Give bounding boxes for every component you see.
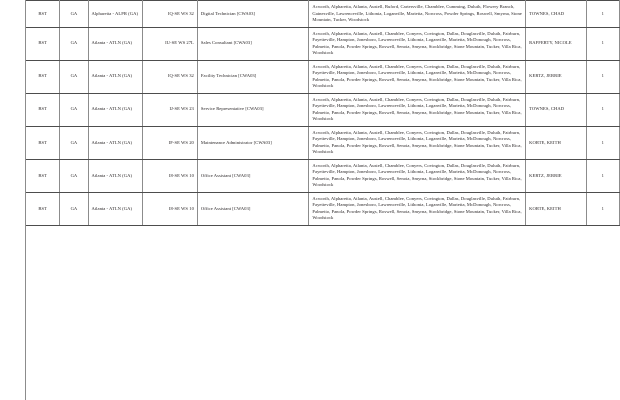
cell-cities-served: Acworth, Alpharetta, Atlanta, Austell, Buford, Cartersville, Chamblee, Cumming, Duluth, Flowery Branch, Gainesville, Lawrenceville, Lithonia, Loganville, Marietta, Norcross, Powder Springs, Roswell, Smyrna, Stone Mountain, Tucker, Woodstock xyxy=(309,1,526,28)
cell-representative: TOWNES, CHAD xyxy=(526,93,586,126)
cell-count: 1 xyxy=(586,159,619,192)
requisition-table-body xyxy=(26,1,620,226)
cell-cities-served: Acworth, Alpharetta, Atlanta, Austell, Chamblee, Conyers, Covington, Dallas, Douglasville, Duluth, Fairburn, Fayetteville, Hampton, Jonesboro, Lawrenceville, Lithonia, Loganville, Marietta, McDonough, Norcross, Palmetto, Panola, Powder Springs, Roswell, Senoia, Smyrna, Stockbridge, Stone Mountain, Tucker, Villa Rica, Woodstock xyxy=(309,93,526,126)
cell-work-code: IJ-SE WS 23 xyxy=(142,93,197,126)
cell-count: 1 xyxy=(586,126,619,159)
cell-business-unit: BST xyxy=(26,192,60,225)
cell-representative: KORTE, KEITH xyxy=(526,126,586,159)
cell-job-title: Maintenance Administrator [CWA03] xyxy=(197,126,309,159)
cell-state: GA xyxy=(60,60,88,93)
cell-count: 1 xyxy=(586,93,619,126)
cell-work-code: I8-SE WS 10 xyxy=(142,192,197,225)
cell-representative: TOWNES, CHAD xyxy=(526,1,586,28)
cell-work-code: IQ-SE WS 32 xyxy=(142,60,197,93)
cell-count: 1 xyxy=(586,27,619,60)
cell-state: GA xyxy=(60,126,88,159)
requisition-table xyxy=(25,0,620,226)
cell-location: Atlanta - ATLN (GA) xyxy=(88,126,142,159)
cell-location: Atlanta - ATLN (GA) xyxy=(88,27,142,60)
cell-cities-served: Acworth, Alpharetta, Atlanta, Austell, Chamblee, Conyers, Covington, Dallas, Douglasville, Duluth, Fairburn, Fayetteville, Hampton, Jonesboro, Lawrenceville, Lithonia, Loganville, Marietta, McDonough, Norcross, Palmetto, Panola, Powder Springs, Roswell, Senoia, Smyrna, Stockbridge, Stone Mountain, Tucker, Villa Rica, Woodstock xyxy=(309,159,526,192)
cell-representative: KORTE, KEITH xyxy=(526,192,586,225)
cell-location: Atlanta - ATLN (GA) xyxy=(88,192,142,225)
cell-representative: KERTZ, JERRIE xyxy=(526,159,586,192)
cell-state: GA xyxy=(60,159,88,192)
table-row[interactable] xyxy=(26,159,620,192)
cell-representative: RAFFERTY, NICOLE xyxy=(526,27,586,60)
cell-state: GA xyxy=(60,192,88,225)
cell-cities-served: Acworth, Alpharetta, Atlanta, Austell, Chamblee, Conyers, Covington, Dallas, Douglasville, Duluth, Fairburn, Fayetteville, Hampton, Jonesboro, Lawrenceville, Lithonia, Loganville, Marietta, McDonough, Norcross, Palmetto, Panola, Powder Springs, Roswell, Senoia, Smyrna, Stockbridge, Stone Mountain, Tucker, Villa Rica, Woodstock xyxy=(309,126,526,159)
cell-job-title: Facility Technician [CWA03] xyxy=(197,60,309,93)
cell-location: Alpharetta - ALPR (GA) xyxy=(88,1,142,28)
table-row[interactable] xyxy=(26,126,620,159)
cell-business-unit: BST xyxy=(26,93,60,126)
cell-state: GA xyxy=(60,93,88,126)
cell-work-code: IQ-SE WS 32 xyxy=(142,1,197,28)
cell-business-unit: BST xyxy=(26,27,60,60)
cell-representative: KERTZ, JERRIE xyxy=(526,60,586,93)
cell-count: 1 xyxy=(586,192,619,225)
cell-job-title: Sales Consultant [CWA03] xyxy=(197,27,309,60)
cell-job-title: Digital Technician [CWA03] xyxy=(197,1,309,28)
page-gutter-rule xyxy=(25,0,26,400)
cell-job-title: Office Assistant [CWA03] xyxy=(197,192,309,225)
cell-count: 1 xyxy=(586,1,619,28)
cell-count: 1 xyxy=(586,60,619,93)
cell-business-unit: BST xyxy=(26,1,60,28)
cell-location: Atlanta - ATLN (GA) xyxy=(88,60,142,93)
table-row[interactable] xyxy=(26,93,620,126)
table-row[interactable] xyxy=(26,27,620,60)
cell-job-title: Office Assistant [CWA03] xyxy=(197,159,309,192)
cell-state: GA xyxy=(60,27,88,60)
cell-work-code: IF-SE WS 20 xyxy=(142,126,197,159)
table-row[interactable] xyxy=(26,1,620,28)
cell-cities-served: Acworth, Alpharetta, Atlanta, Austell, Chamblee, Conyers, Covington, Dallas, Douglasville, Duluth, Fairburn, Fayetteville, Hampton, Jonesboro, Lawrenceville, Lithonia, Loganville, Marietta, McDonough, Norcross, Palmetto, Panola, Powder Springs, Roswell, Senoia, Smyrna, Stockbridge, Stone Mountain, Tucker, Villa Rica, Woodstock xyxy=(309,27,526,60)
cell-cities-served: Acworth, Alpharetta, Atlanta, Austell, Chamblee, Conyers, Covington, Dallas, Douglasville, Duluth, Fairburn, Fayetteville, Hampton, Jonesboro, Lawrenceville, Lithonia, Loganville, Marietta, McDonough, Norcross, Palmetto, Panola, Powder Springs, Roswell, Senoia, Smyrna, Stockbridge, Stone Mountain, Tucker, Villa Rica, Woodstock xyxy=(309,60,526,93)
cell-location: Atlanta - ATLN (GA) xyxy=(88,159,142,192)
cell-business-unit: BST xyxy=(26,126,60,159)
cell-business-unit: BST xyxy=(26,159,60,192)
cell-work-code: I8-SE WS 10 xyxy=(142,159,197,192)
table-row[interactable] xyxy=(26,60,620,93)
cell-job-title: Service Representative [CWA03] xyxy=(197,93,309,126)
cell-cities-served: Acworth, Alpharetta, Atlanta, Austell, Chamblee, Conyers, Covington, Dallas, Douglasville, Duluth, Fairburn, Fayetteville, Hampton, Jonesboro, Lawrenceville, Lithonia, Loganville, Marietta, McDonough, Norcross, Palmetto, Panola, Powder Springs, Roswell, Senoia, Smyrna, Stockbridge, Stone Mountain, Tucker, Villa Rica, Woodstock xyxy=(309,192,526,225)
cell-location: Atlanta - ATLN (GA) xyxy=(88,93,142,126)
cell-state: GA xyxy=(60,1,88,28)
cell-business-unit: BST xyxy=(26,60,60,93)
table-row[interactable] xyxy=(26,192,620,225)
cell-work-code: IU-SE WS 27L xyxy=(142,27,197,60)
